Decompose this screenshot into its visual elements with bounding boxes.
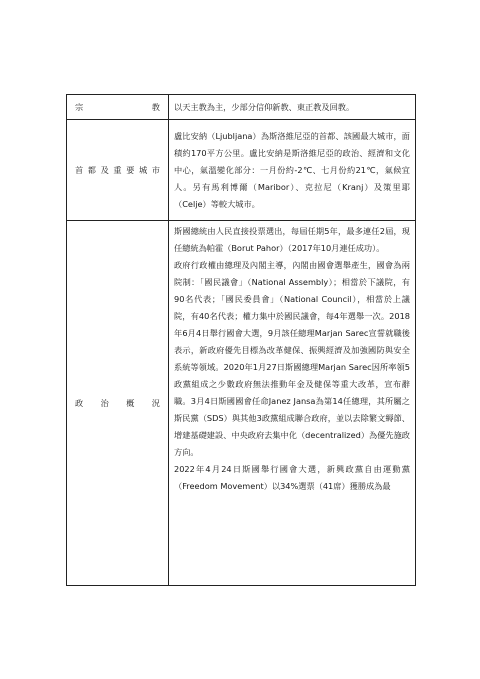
row-content-capital <box>169 120 416 221</box>
country-info-table <box>66 94 416 586</box>
row-label-religion: 宗 教 <box>67 95 169 120</box>
row-label-capital: 首都及重要城市 <box>67 120 169 221</box>
row-label-politics: 政 治 概 況 <box>67 221 169 586</box>
politics-paragraph-president: 斯國總統由人民直接投票選出，每屆任期5年，最多連任2屆，現任總統為帕霍（Borut Pahor）（2017年10月連任成功）。 <box>174 226 410 253</box>
table-row-religion <box>67 95 416 120</box>
politics-paragraph-election-2022: 2022年4月24日斯國舉行國會大選，新興政黨自由運動黨（Freedom Movement）以34%選票（41席）獲勝成為最 <box>174 464 410 491</box>
capital-text: 盧比安納（Ljubljana）為斯洛維尼亞的首都、該國最大城市，面積約170平方公里。盧比安納是斯洛維尼亞的政治、經濟和文化中心，氣溫變化部分：一月份約-2℃、七月份約21℃，氣候宜人。另有馬利博爾（Maribor）、克拉尼（Kranj）及策里耶（Celje）等較大城市。 <box>174 130 410 209</box>
table-row-politics <box>67 221 416 586</box>
politics-paragraph-government: 政府行政權由總理及內閣主導，內閣由國會選舉產生，國會為兩院制：「國民議會」（National Assembly）；相當於下議院，有90名代表；「國民委員會」（National Council），相當於上議院，有40名代表；權力集中於國民議會，每4年選舉一次。2018年6月4日舉行國會大選，9月該任總理Marjan Sarec宣誓就職後表示，新政府優先目標為改革健保、振興經濟及加強國防與安全系統等領域。2020年1月27日斯國總理Marjan Sarec因所率領5政黨組成之少數政府無法推動年金及健保等重大改革，宣布辭職。3月4日斯國國會任命Janez Jansa為第14任總理，其所屬之斯民黨（SDS）與其他3政黨組成聯合政府，並以去除繁文縟節、增建基礎建設、中央政府去集中化（decentralized）為優先施政方向。 <box>174 260 410 457</box>
religion-text: 以天主教為主，少部分信仰新教、東正教及回教。 <box>174 101 355 112</box>
row-content-religion <box>169 95 416 120</box>
table-row-capital <box>67 120 416 221</box>
row-content-politics <box>169 221 416 586</box>
